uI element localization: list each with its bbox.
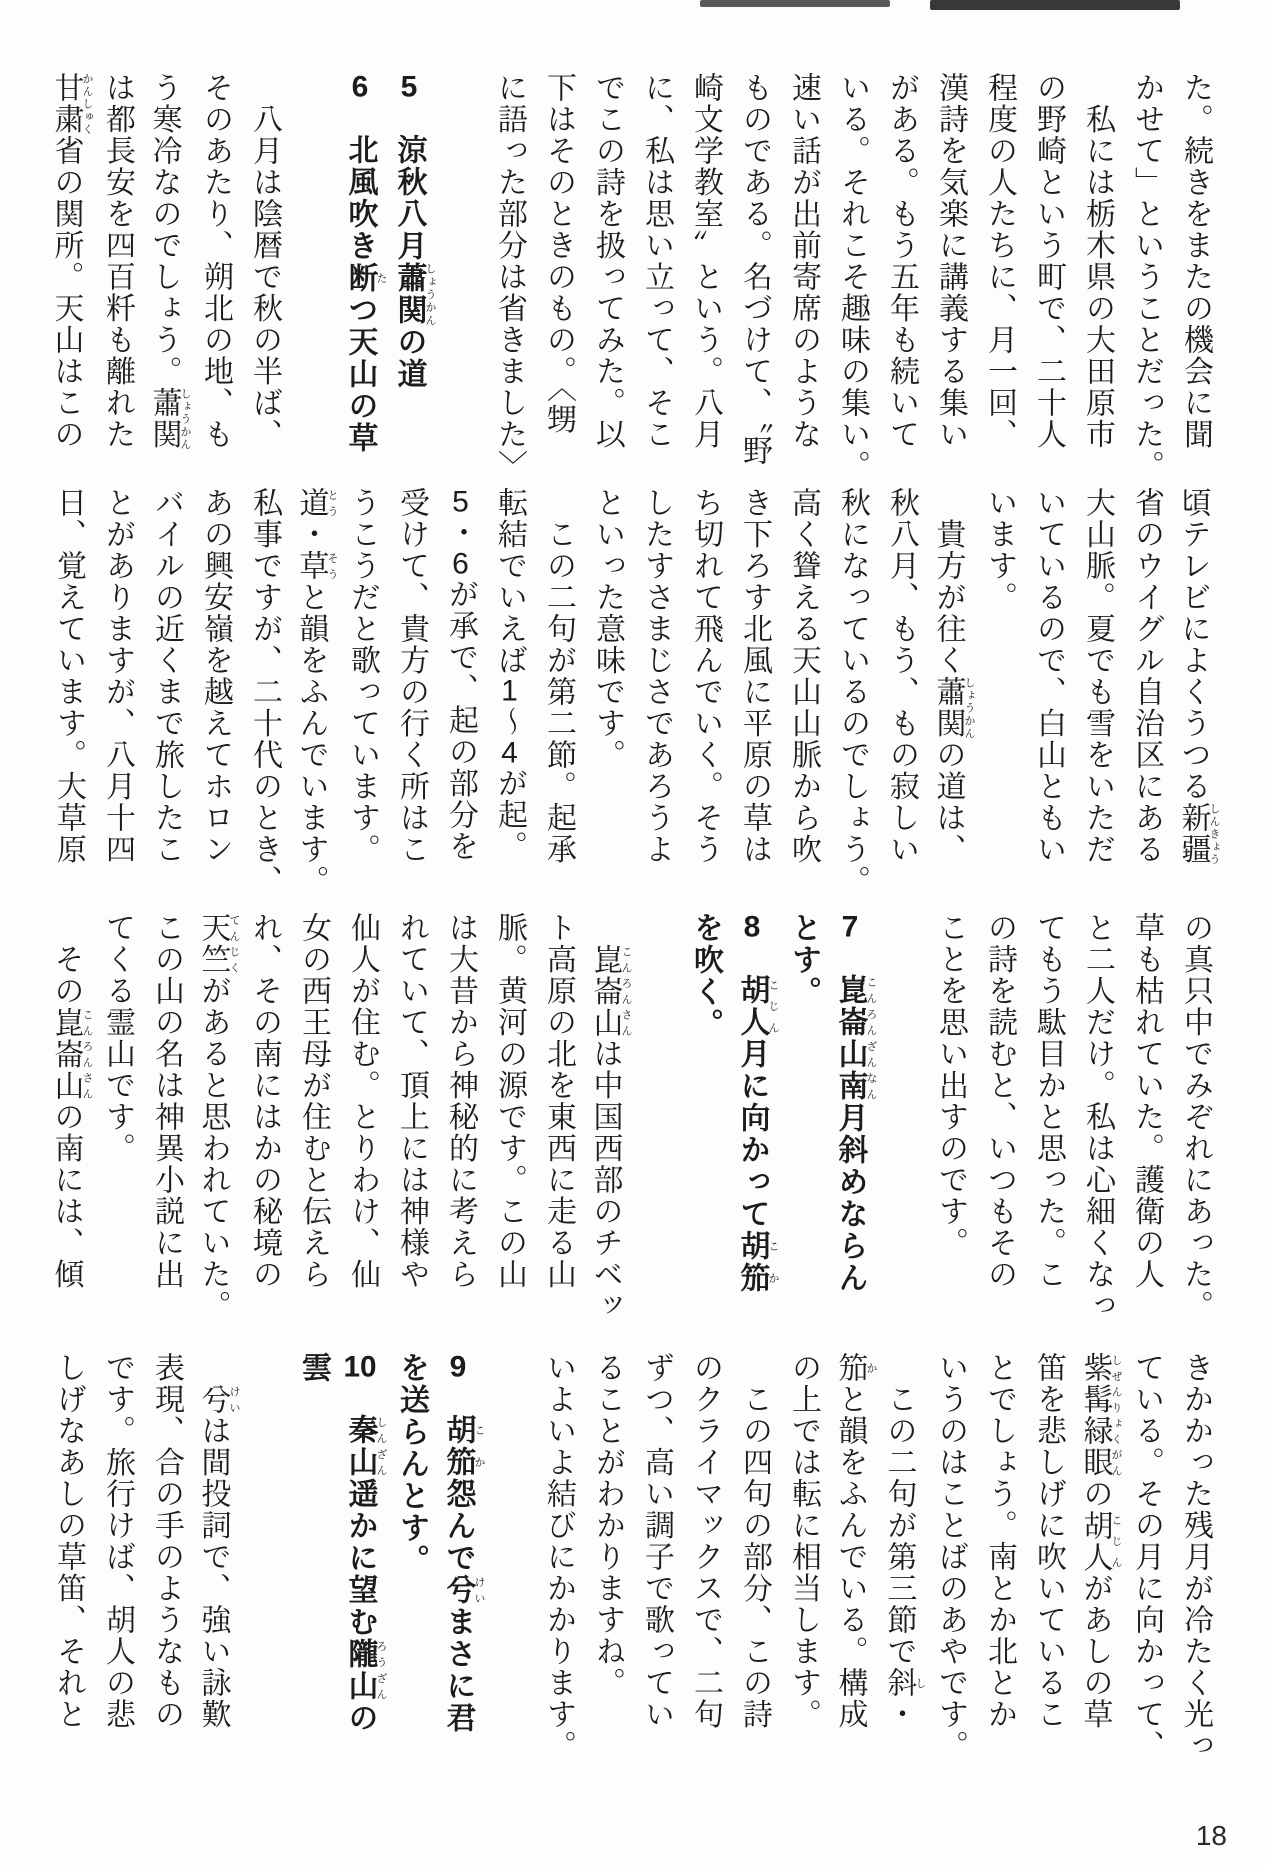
blank-column xyxy=(877,912,926,1328)
ruby-annotated-word: 蕭関しょうかん xyxy=(931,676,975,739)
text-column: 兮けいは間投詞で、強い詠歎 xyxy=(196,1383,240,1730)
blank-column xyxy=(632,912,681,1328)
blank-column xyxy=(436,72,485,488)
text-column: 道とう・草そうと韻をふんでいます。 xyxy=(294,487,338,897)
text-band-4 xyxy=(40,1352,1220,1772)
poem-number: 8 xyxy=(743,912,761,942)
text-column: いよいよ結びにかかります。 xyxy=(542,1352,575,1762)
poem-number: 1 xyxy=(501,676,518,706)
poem-heading-line: 6 北風吹き断たつ天山の草 xyxy=(343,72,387,454)
text-column: のクライマックスで、二句 xyxy=(689,1352,722,1730)
text-column: の野崎という町で、二十人 xyxy=(1032,72,1065,450)
text-column: れ、その南にはかの秘境の xyxy=(248,912,281,1290)
text-column: の詩を読むと、いつもその xyxy=(983,912,1016,1290)
text-column: は大昔から神秘的に考えら xyxy=(444,912,477,1290)
text-column: 女の西王母が住むと伝えら xyxy=(297,912,330,1290)
scan-artifact xyxy=(700,0,890,7)
text-column: ている。その月に向かって、 xyxy=(1130,1352,1163,1762)
poem-number: 10 xyxy=(343,1352,377,1382)
text-column: 仙人が住む。とりわけ、仙 xyxy=(346,912,379,1290)
text-column: きかかった残月が冷たく光っ xyxy=(1179,1352,1212,1762)
poem-heading-line: 9 胡笳こか怨んで兮けいまさに君 xyxy=(441,1352,485,1734)
text-column: 天竺てんじくがあると思われていた。 xyxy=(196,912,240,1322)
text-column: 私事ですが、二十代のとき、 xyxy=(248,487,281,897)
text-column: その崑崙山こんろんさんの南には、傾 xyxy=(49,912,93,1290)
text-column: 速い話が出前寄席のような xyxy=(787,72,820,450)
poem-heading-line: とす。 xyxy=(787,912,820,1008)
text-column: た。続きをまたの機会に聞 xyxy=(1179,72,1212,450)
text-column: しげなあしの草笛、それと xyxy=(52,1352,85,1730)
ruby-annotated-word: 紫髯緑眼しぜんりょくがん xyxy=(1078,1352,1122,1478)
ruby-annotated-word: 新疆しんきょう xyxy=(1176,802,1220,865)
text-column: この山の名は神異小説に出 xyxy=(150,912,183,1290)
poem-number: 9 xyxy=(449,1352,467,1382)
ruby-annotated-word: 胡人こじん xyxy=(1078,1509,1122,1573)
ruby-annotated-word: 斜し xyxy=(882,1667,926,1699)
ruby-annotated-word: 笳か xyxy=(833,1352,877,1384)
ruby-annotated-word: 胡笳こか xyxy=(735,1230,779,1294)
text-column: いているので、白山ともい xyxy=(1032,487,1065,865)
text-column: の上では転に相当します。 xyxy=(787,1352,820,1730)
text-column: そのあたり、朔北の地、も xyxy=(199,72,232,450)
text-column: 省のウイグル自治区にある xyxy=(1130,487,1163,865)
ruby-annotated-word: 隴山ろうざん xyxy=(343,1638,387,1702)
text-column: でこの詩を扱ってみた。以 xyxy=(591,72,624,450)
ruby-annotated-word: 断た xyxy=(343,262,387,294)
text-column: 高く聳える天山山脈から吹 xyxy=(787,487,820,865)
ruby-annotated-word: 胡笳こか xyxy=(441,1414,485,1478)
text-column: 貴方が往く蕭関しょうかんの道は、 xyxy=(931,487,975,865)
text-column: です。旅行けば、胡人の悲 xyxy=(101,1352,134,1730)
text-column: 草も枯れていた。護衛の人 xyxy=(1130,912,1163,1290)
text-column: ち切れて飛んでいく。そう xyxy=(689,487,722,865)
ruby-annotated-word: 崑崙山こんろんさん xyxy=(49,1006,93,1101)
text-column: とでしょう。南とか北とか xyxy=(983,1352,1016,1730)
text-column: 大山脈。夏でも雪をいただ xyxy=(1081,487,1114,865)
text-column: 私には栃木県の大田原市 xyxy=(1081,72,1114,450)
page-number: 18 xyxy=(1195,1820,1227,1851)
text-column: と二人だけ。私は心細くなっ xyxy=(1081,912,1114,1322)
poem-number: 4 xyxy=(501,737,518,768)
text-column: ト高原の北を東西に走る山 xyxy=(542,912,575,1290)
text-column: あの興安嶺を越えてホロン xyxy=(199,487,232,865)
text-column: かせて」ということだった。 xyxy=(1130,72,1163,482)
text-column: がある。もう五年も続いて xyxy=(885,72,918,450)
ruby-annotated-word: 草そう xyxy=(294,550,338,582)
text-column: 脈。黄河の源です。この山 xyxy=(493,912,526,1290)
ruby-annotated-word: 兮けい xyxy=(441,1574,485,1606)
text-column: 5・6が承で、起の部分を xyxy=(444,487,477,862)
text-band-2 xyxy=(40,487,1220,907)
ruby-annotated-word: 蕭関しょうかん xyxy=(392,262,436,326)
text-column: バイルの近くまで旅したこ xyxy=(150,487,183,865)
text-column: の真只中でみぞれにあった。 xyxy=(1179,912,1212,1322)
text-column: 甘粛かんしゅく省の関所。天山はこの xyxy=(49,72,93,450)
text-column: うこうだと歌っています。 xyxy=(346,487,379,865)
text-band-1 xyxy=(40,72,1220,492)
ruby-annotated-word: 道とう xyxy=(294,487,338,519)
poem-number: 5 xyxy=(452,487,469,517)
text-column: れていて、頂上には神様や xyxy=(395,912,428,1290)
text-column: 受けて、貴方の行く所はこ xyxy=(395,487,428,865)
text-column: てくる霊山です。 xyxy=(101,912,134,1164)
text-column: います。 xyxy=(983,487,1016,613)
text-column: き下ろす北風に平原の草は xyxy=(738,487,771,865)
text-column: 秋になっているのでしょう。 xyxy=(836,487,869,897)
poem-heading-line: 雲 xyxy=(297,1352,330,1384)
poem-number: 7 xyxy=(841,912,859,942)
text-column: に、私は思い立って、そこ xyxy=(640,72,673,450)
text-column: 表現、合の手のようなもの xyxy=(150,1352,183,1730)
text-column: 紫髯緑眼しぜんりょくがんの胡人こじんがあしの草 xyxy=(1078,1352,1122,1730)
text-column: ずつ、高い調子で歌ってい xyxy=(640,1352,673,1730)
poem-number: 6 xyxy=(452,548,469,579)
text-column: といった意味です。 xyxy=(591,487,624,771)
text-column: てもう駄目かと思った。こ xyxy=(1032,912,1065,1290)
text-column: 崑崙山こんろんさんは中国西部のチベッ xyxy=(588,943,632,1322)
text-column: 日、覚えています。大草原 xyxy=(52,487,85,865)
poem-number: 6 xyxy=(351,72,369,102)
text-column: 笳かと韻をふんでいる。構成 xyxy=(833,1352,877,1730)
text-column: う寒冷なのでしょう。蕭関しょうかん xyxy=(147,72,191,450)
text-column: この二句が第三節で斜し・ xyxy=(882,1352,926,1730)
text-column: ことを思い出すのです。 xyxy=(934,912,967,1259)
text-column: 転結でいえば1～4が起。 xyxy=(493,487,526,862)
text-column: 程度の人たちに、月一回、 xyxy=(983,72,1016,450)
text-column: とがありますが、八月十四 xyxy=(101,487,134,865)
text-column: に語った部分は省きました〉 xyxy=(493,72,526,482)
ruby-annotated-word: 崑崙山南こんろんざんなん xyxy=(833,974,877,1102)
poem-number: 5 xyxy=(400,72,418,102)
text-column: この四句の部分、この詩 xyxy=(738,1352,771,1730)
text-column: 八月は陰暦で秋の半ば、 xyxy=(248,72,281,450)
text-column: いうのはことばのあやです。 xyxy=(934,1352,967,1762)
ruby-annotated-word: 兮けい xyxy=(196,1383,240,1415)
text-column: は都長安を四百粁も離れた xyxy=(101,72,134,450)
ruby-annotated-word: 崑崙山こんろんさん xyxy=(588,943,632,1038)
poem-heading-line: を送らんとす。 xyxy=(395,1352,428,1576)
blank-column xyxy=(485,1352,534,1768)
blank-column xyxy=(240,1352,289,1768)
text-band-3 xyxy=(40,912,1220,1332)
ruby-annotated-word: 天竺てんじく xyxy=(196,912,240,975)
text-column: 崎文学教室〟という。八月 xyxy=(689,72,722,450)
blank-column xyxy=(289,72,338,488)
text-column: この二句が第二節。起承 xyxy=(542,487,575,865)
ruby-annotated-word: 甘粛かんしゅく xyxy=(49,72,93,135)
text-column: 漢詩を気楽に講義する集い xyxy=(934,72,967,450)
scan-artifact xyxy=(930,0,1180,10)
text-column: したすさまじさであろうよ xyxy=(640,487,673,865)
ruby-annotated-word: 秦山しんざん xyxy=(343,1414,387,1478)
text-column: 下はそのときのもの。〈甥 xyxy=(542,72,575,435)
text-column: ることがわかりますね。 xyxy=(591,1352,624,1699)
ruby-annotated-word: 蕭関しょうかん xyxy=(147,387,191,450)
text-column: いる。それこそ趣味の集い。 xyxy=(836,72,869,482)
poem-heading-line: 8 胡人こじん月に向かって胡笳こか xyxy=(735,912,779,1294)
text-column: ものである。名づけて、〝野 xyxy=(738,72,771,467)
poem-heading-line: 7 崑崙山南こんろんざんなん月斜めならん xyxy=(833,912,877,1294)
text-column: 笛を悲しげに吹いているこ xyxy=(1032,1352,1065,1730)
poem-heading-line: 5 涼秋八月蕭関しょうかんの道 xyxy=(392,72,436,390)
text-column: 頃テレビによくうつる新疆しんきょう xyxy=(1176,487,1220,865)
text-column: 秋八月、もう、もの寂しい xyxy=(885,487,918,865)
poem-heading-line: を吹く。 xyxy=(689,912,722,1040)
poem-heading-line: 10 秦山しんざん遥かに望む隴山ろうざんの xyxy=(343,1352,387,1734)
ruby-annotated-word: 胡人こじん xyxy=(735,974,779,1038)
